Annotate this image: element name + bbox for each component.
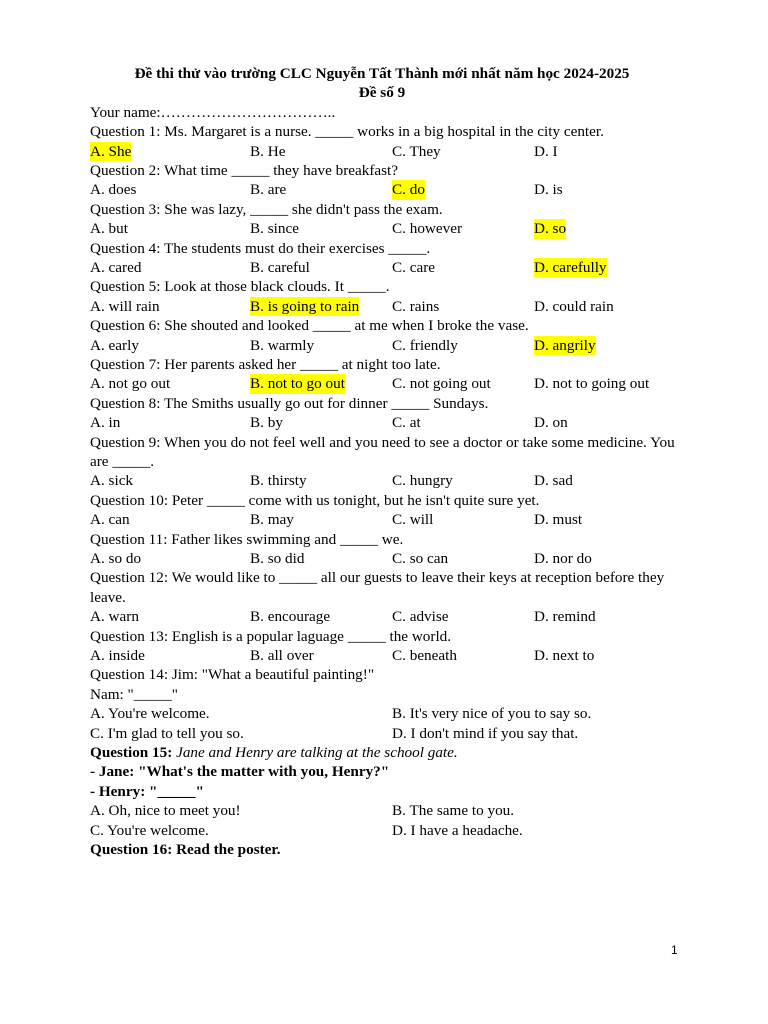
q15-option-a: A. Oh, nice to meet you! xyxy=(90,802,241,820)
answer-option: D. not to going out xyxy=(534,375,650,393)
highlighted-answer-option: B. is going to rain xyxy=(250,297,360,315)
question-options xyxy=(90,471,690,490)
answer-option: D. sad xyxy=(534,472,573,490)
highlighted-answer-option: B. not to go out xyxy=(250,375,345,393)
q15-label: Question 15: xyxy=(90,743,173,761)
answer-option: B. thirsty xyxy=(250,472,307,490)
q16-heading: Question 16: Read the poster. xyxy=(90,840,281,858)
q14-prompt: Question 14: Jim: "What a beautiful painting!" xyxy=(90,666,375,684)
q14-nam-line: Nam: "_____" xyxy=(90,685,178,703)
question-options xyxy=(90,607,690,626)
answer-option: A. early xyxy=(90,336,139,354)
question-options xyxy=(90,549,690,568)
q15-option-d: D. I have a headache. xyxy=(392,821,523,839)
answer-option: D. I xyxy=(534,142,558,160)
q14-options-row-1 xyxy=(90,704,690,723)
highlighted-answer-option: D. carefully xyxy=(534,259,607,277)
answer-option: D. on xyxy=(534,414,568,432)
q15-context: Jane and Henry are talking at the school gate. xyxy=(176,743,458,761)
q15-options-row-1 xyxy=(90,801,690,820)
question-stem: Question 3: She was lazy, _____ she didn't pass the exam. xyxy=(90,200,443,218)
question-stem: Question 7: Her parents asked her _____ at night too late. xyxy=(90,356,441,373)
highlighted-answer-option: C. do xyxy=(392,181,425,199)
question-options xyxy=(90,219,690,238)
highlighted-answer-option: D. so xyxy=(534,220,567,238)
question-stem: Question 12: We would like to _____ all our guests to leave their keys at reception before they leave. xyxy=(90,569,665,606)
answer-option: B. warmly xyxy=(250,336,315,354)
q15-jane-line: - Jane: "What's the matter with you, Henry?" xyxy=(90,763,390,781)
question-options xyxy=(90,413,690,432)
answer-option: B. are xyxy=(250,181,287,199)
q15-options-row-2 xyxy=(90,821,690,840)
question-stem: Question 8: The Smiths usually go out for dinner _____ Sundays. xyxy=(90,394,489,412)
answer-option: C. will xyxy=(392,511,434,529)
question-options xyxy=(90,646,690,665)
answer-option: B. careful xyxy=(250,259,310,277)
answer-option: C. hungry xyxy=(392,472,453,490)
answer-option: D. must xyxy=(534,511,583,529)
question-stem: Question 9: When you do not feel well and you need to see a doctor or take some medicine. You are _____. xyxy=(90,433,675,470)
question-stem: Question 5: Look at those black clouds. It _____. xyxy=(90,278,390,296)
your-name-line: Your name:…………………………….. xyxy=(90,103,336,121)
answer-option: A. cared xyxy=(90,259,142,277)
answer-option: A. so do xyxy=(90,550,142,567)
answer-option: D. remind xyxy=(534,608,596,626)
answer-option: A. can xyxy=(90,511,130,529)
exam-title: Đề thi thử vào trường CLC Nguyễn Tất Thành mới nhất năm học 2024-2025 xyxy=(134,65,630,82)
answer-option: A. warn xyxy=(90,608,139,626)
answer-option: D. next to xyxy=(534,647,595,664)
question-stem: Question 2: What time _____ they have breakfast? xyxy=(90,162,399,180)
question-options xyxy=(90,374,690,393)
q15-option-c: C. You're welcome. xyxy=(90,821,209,839)
answer-option: B. so did xyxy=(250,550,305,567)
answer-option: B. He xyxy=(250,142,286,160)
answer-option: D. nor do xyxy=(534,550,592,567)
exam-page xyxy=(90,64,690,859)
answer-option: B. since xyxy=(250,220,299,238)
answer-option: C. care xyxy=(392,259,436,277)
q15-henry-line: - Henry: "_____" xyxy=(90,782,204,800)
question-stem: Question 1: Ms. Margaret is a nurse. _____ works in a big hospital in the city center. xyxy=(90,123,604,141)
question-options xyxy=(90,336,690,355)
q14-option-a: A. You're welcome. xyxy=(90,705,210,723)
highlighted-answer-option: D. angrily xyxy=(534,336,596,354)
answer-option: C. at xyxy=(392,414,421,432)
q15-prompt xyxy=(90,743,690,762)
q14-option-b: B. It's very nice of you to say so. xyxy=(392,705,592,723)
q14-option-c: C. I'm glad to tell you so. xyxy=(90,724,244,742)
answer-option: B. by xyxy=(250,414,283,432)
answer-option: A. not go out xyxy=(90,375,171,393)
question-stem: Question 11: Father likes swimming and _____ we. xyxy=(90,530,404,548)
answer-option: C. not going out xyxy=(392,375,491,393)
answer-option: C. so can xyxy=(392,550,449,567)
page-number: 1 xyxy=(671,943,678,957)
answer-option: B. may xyxy=(250,511,294,529)
answer-option: C. They xyxy=(392,142,441,160)
q14-options-row-2 xyxy=(90,724,690,743)
q14-option-d: D. I don't mind if you say that. xyxy=(392,724,579,742)
question-options xyxy=(90,142,690,161)
answer-option: D. could rain xyxy=(534,297,614,315)
question-options xyxy=(90,510,690,529)
question-stem: Question 13: English is a popular laguage _____ the world. xyxy=(90,627,452,645)
answer-option: C. beneath xyxy=(392,647,457,664)
question-list xyxy=(90,122,690,665)
answer-option: C. advise xyxy=(392,608,449,626)
exam-subtitle: Đề số 9 xyxy=(358,84,406,102)
question-stem: Question 10: Peter _____ come with us tonight, but he isn't quite sure yet. xyxy=(90,491,540,509)
answer-option: A. but xyxy=(90,220,128,238)
answer-option: C. friendly xyxy=(392,336,458,354)
answer-option: A. does xyxy=(90,181,137,199)
answer-option: B. all over xyxy=(250,647,314,664)
question-stem: Question 6: She shouted and looked _____ at me when I broke the vase. xyxy=(90,317,529,335)
answer-option: B. encourage xyxy=(250,608,331,626)
highlighted-answer-option: A. She xyxy=(90,142,132,160)
answer-option: C. however xyxy=(392,220,463,238)
question-options xyxy=(90,297,690,316)
answer-option: C. rains xyxy=(392,297,440,315)
answer-option: D. is xyxy=(534,181,563,199)
answer-option: A. will rain xyxy=(90,297,160,315)
answer-option: A. in xyxy=(90,414,121,432)
question-options xyxy=(90,258,690,277)
question-stem: Question 4: The students must do their exercises _____. xyxy=(90,239,431,257)
answer-option: A. inside xyxy=(90,647,145,664)
question-options xyxy=(90,180,690,199)
q15-option-b: B. The same to you. xyxy=(392,802,515,820)
answer-option: A. sick xyxy=(90,472,134,490)
